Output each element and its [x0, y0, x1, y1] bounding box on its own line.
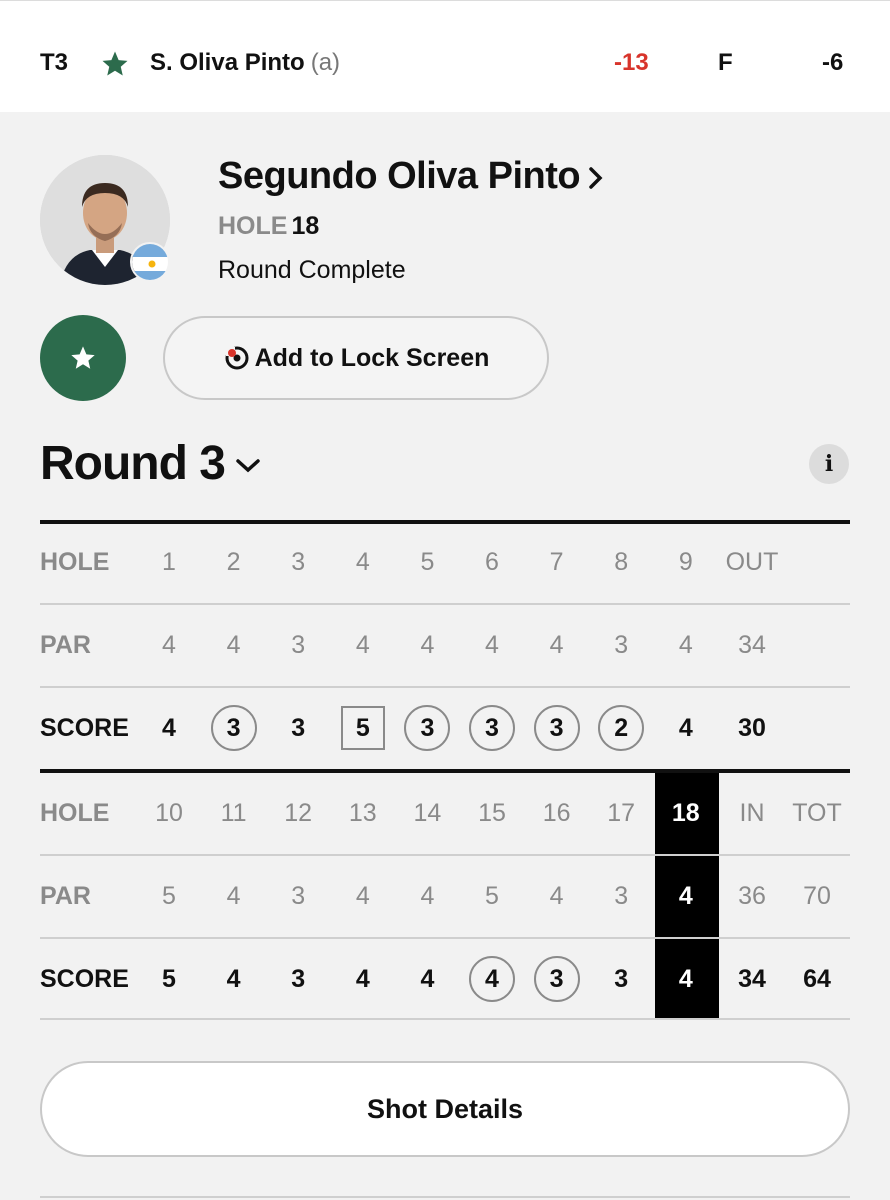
- back-score-5: 4: [420, 965, 435, 993]
- back-par-1: 5: [162, 882, 176, 910]
- favorite-star-icon: [100, 49, 130, 79]
- front-hole-number-1: 1: [162, 548, 176, 576]
- back-hole-number-9: 18: [671, 799, 700, 827]
- front-par-5: 4: [420, 631, 435, 659]
- divider: [40, 1018, 850, 1020]
- back-par-2: 4: [226, 882, 241, 910]
- back-hole-number-7: 16: [542, 799, 571, 827]
- bogey-marker: 5: [341, 706, 385, 750]
- front-score-4: [331, 708, 395, 748]
- round-status: Round Complete: [218, 256, 406, 284]
- in-score: 34: [738, 965, 766, 993]
- back-par-label: PAR: [40, 882, 91, 910]
- back-hole-number-6: 15: [478, 799, 506, 827]
- tot-par: 70: [803, 882, 831, 910]
- front-hole-number-3: 3: [291, 548, 306, 576]
- birdie-marker: 4: [469, 956, 515, 1002]
- front-hole-number-8: 8: [614, 548, 629, 576]
- front-par-6: 4: [485, 631, 499, 659]
- back-hole-number-8: 17: [607, 799, 636, 827]
- birdie-marker: 3: [469, 705, 515, 751]
- front-hole-number-2: 2: [226, 548, 241, 576]
- divider: [40, 854, 850, 856]
- divider: [40, 1196, 850, 1198]
- front-par-9: 4: [678, 631, 693, 659]
- back-hole-label: HOLE: [40, 799, 110, 827]
- tot-score: 64: [803, 965, 831, 993]
- front-hole-number-4: 4: [355, 548, 370, 576]
- back-par-7: 4: [549, 882, 564, 910]
- front-score-7: [525, 708, 589, 748]
- back-score-label: SCORE: [40, 965, 129, 993]
- back-score-6: [460, 959, 524, 999]
- divider: [40, 520, 850, 524]
- chevron-down-icon: [235, 458, 261, 474]
- birdie-marker: 3: [211, 705, 257, 751]
- player-short-name: S. Oliva Pinto (a): [150, 49, 341, 76]
- back-score-7: [525, 959, 589, 999]
- back-score-4: 4: [355, 965, 370, 993]
- chevron-right-icon: [588, 166, 604, 190]
- back-par-9: 4: [678, 882, 693, 910]
- player-name-link[interactable]: Segundo Oliva Pinto: [218, 155, 604, 198]
- info-button[interactable]: i: [809, 444, 849, 484]
- front-score-8: [589, 708, 653, 748]
- divider: [40, 937, 850, 939]
- front-hole-number-5: 5: [420, 548, 435, 576]
- birdie-marker: 3: [534, 705, 580, 751]
- front-par-label: PAR: [40, 631, 91, 659]
- front-hole-label: HOLE: [40, 548, 110, 576]
- back-score-8: 3: [614, 965, 629, 993]
- birdie-marker: 2: [598, 705, 644, 751]
- thru-status: F: [718, 49, 733, 76]
- add-to-lock-screen-button[interactable]: [163, 316, 549, 400]
- back-par-6: 5: [485, 882, 499, 910]
- back-par-5: 4: [420, 882, 435, 910]
- back-hole-number-5: 14: [413, 799, 442, 827]
- live-activity-icon: [223, 344, 251, 372]
- front-hole-number-6: 6: [485, 548, 499, 576]
- in-label: IN: [739, 799, 765, 827]
- back-hole-number-2: 11: [220, 799, 247, 827]
- front-par-4: 4: [355, 631, 370, 659]
- divider: [40, 686, 850, 688]
- shot-details-button[interactable]: Shot Details: [40, 1061, 850, 1157]
- front-score-label: SCORE: [40, 714, 129, 742]
- star-icon: [69, 344, 97, 372]
- back-hole-number-4: 13: [348, 799, 377, 827]
- birdie-marker: 3: [404, 705, 450, 751]
- argentina-flag-icon: [130, 242, 170, 282]
- back-par-8: 3: [614, 882, 629, 910]
- favorite-button[interactable]: [40, 315, 126, 401]
- front-score-5: [395, 708, 459, 748]
- front-score-1: 4: [162, 714, 176, 742]
- front-score-6: [460, 708, 524, 748]
- back-score-3: 3: [291, 965, 306, 993]
- back-par-3: 3: [291, 882, 306, 910]
- front-par-3: 3: [291, 631, 306, 659]
- front-hole-number-7: 7: [549, 548, 564, 576]
- back-par-4: 4: [355, 882, 370, 910]
- out-par: 34: [738, 631, 766, 659]
- tot-label: TOT: [792, 799, 842, 827]
- round-selector[interactable]: [40, 436, 261, 491]
- divider: [40, 603, 850, 605]
- round-title: Round 3: [40, 437, 225, 490]
- front-par-7: 4: [549, 631, 564, 659]
- front-score-2: [202, 708, 266, 748]
- front-score-9: 4: [678, 714, 693, 742]
- front-par-2: 4: [226, 631, 241, 659]
- current-hole: HOLE 18: [218, 212, 320, 240]
- player-position: T3: [40, 49, 69, 76]
- front-par-8: 3: [614, 631, 629, 659]
- leaderboard-row[interactable]: [0, 0, 890, 112]
- birdie-marker: 3: [534, 956, 580, 1002]
- back-score-1: 5: [162, 965, 176, 993]
- amateur-tag: (a): [310, 49, 341, 76]
- front-par-1: 4: [162, 631, 176, 659]
- in-par: 36: [738, 882, 766, 910]
- out-label: OUT: [725, 548, 779, 576]
- divider: [40, 769, 850, 773]
- back-hole-number-3: 12: [284, 799, 313, 827]
- lock-screen-label: Add to Lock Screen: [254, 343, 490, 372]
- total-to-par: -13: [614, 49, 649, 76]
- front-score-3: 3: [291, 714, 306, 742]
- back-score-9: 4: [678, 965, 693, 993]
- front-hole-number-9: 9: [678, 548, 693, 576]
- out-score: 30: [738, 714, 766, 742]
- today-score: -6: [822, 49, 844, 76]
- back-score-2: 4: [226, 965, 241, 993]
- back-hole-number-1: 10: [155, 799, 183, 827]
